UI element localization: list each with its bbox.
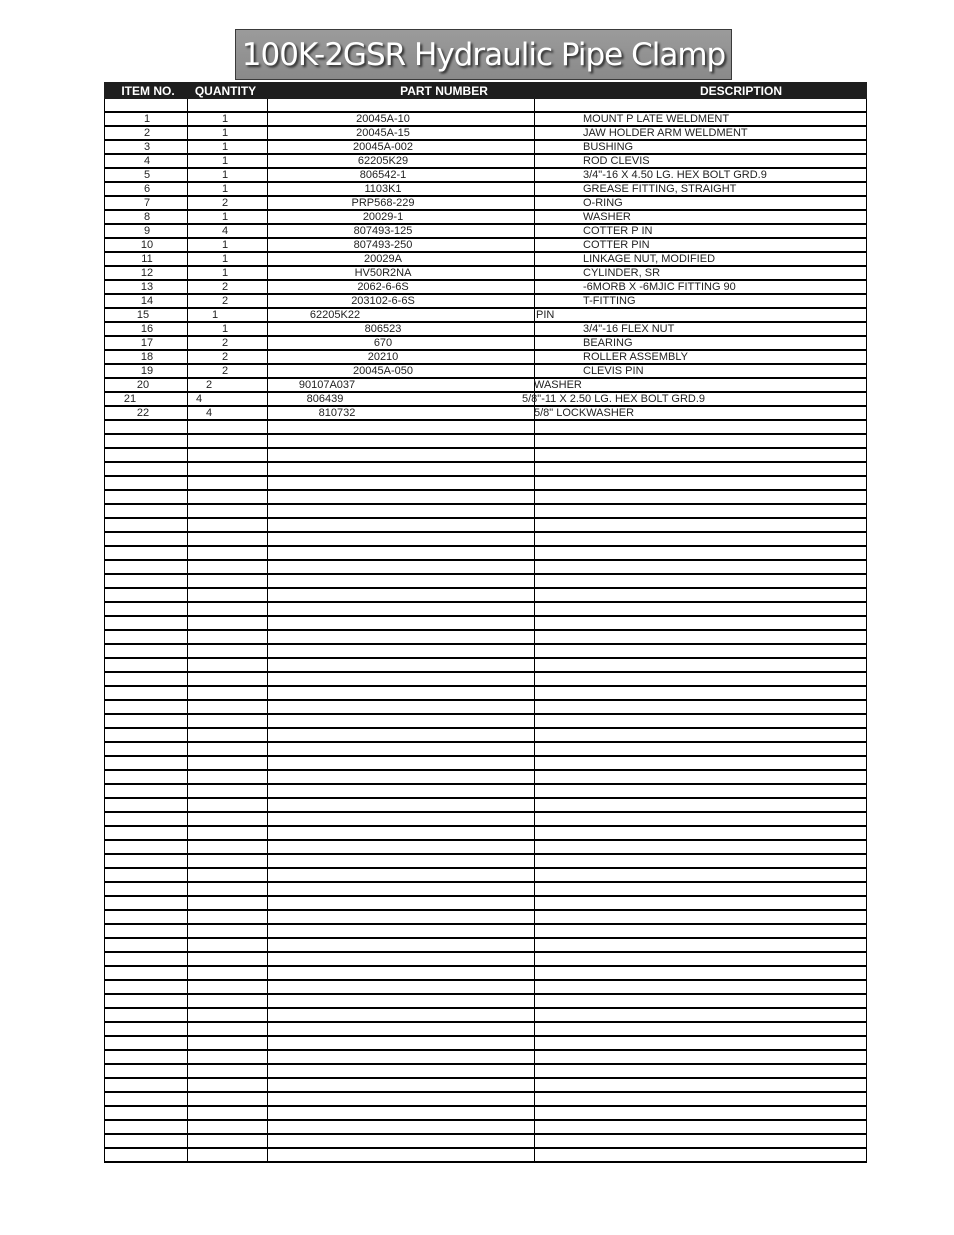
- description-cell: BEARING: [583, 337, 633, 349]
- description-cell: CYLINDER, SR: [583, 267, 661, 279]
- item-number-cell: 18: [140, 351, 154, 363]
- table-row: [105, 897, 866, 911]
- description-cell: CLEVIS PIN: [583, 365, 644, 377]
- table-row: [105, 421, 866, 435]
- part-number-cell: 807493-250: [353, 239, 413, 251]
- quantity-cell: 1: [211, 309, 219, 321]
- item-number-cell: 15: [136, 309, 150, 321]
- table-row: [105, 1009, 866, 1023]
- quantity-cell: 2: [221, 337, 229, 349]
- table-row: [105, 1121, 866, 1135]
- table-row: [105, 211, 866, 225]
- item-number-cell: 22: [136, 407, 150, 419]
- item-number-cell: 11: [141, 253, 153, 265]
- description-cell: 5/8"-11 X 2.50 LG. HEX BOLT GRD.9: [522, 393, 706, 405]
- description-cell: WASHER: [534, 379, 582, 391]
- table-row: [105, 715, 866, 729]
- table-row: [105, 449, 866, 463]
- table-row: [105, 925, 866, 939]
- quantity-cell: 1: [221, 113, 229, 125]
- table-row: [105, 883, 866, 897]
- table-row: [105, 225, 866, 239]
- part-number-cell: PRP568-229: [351, 197, 415, 209]
- description-cell: ROD CLEVIS: [583, 155, 650, 167]
- table-row: [105, 855, 866, 869]
- item-number-cell: 4: [143, 155, 151, 167]
- item-number-cell: 3: [143, 141, 151, 153]
- quantity-cell: 1: [221, 127, 229, 139]
- table-row: [105, 407, 866, 421]
- table-row: [105, 477, 866, 491]
- part-number-cell: 20210: [367, 351, 399, 363]
- table-row: [105, 253, 866, 267]
- table-row: [105, 841, 866, 855]
- item-number-cell: 10: [140, 239, 154, 251]
- table-row: [105, 169, 866, 183]
- part-number-cell: 810732: [318, 407, 356, 419]
- description-cell: LINKAGE NUT, MODIFIED: [583, 253, 716, 265]
- quantity-cell: 2: [221, 351, 229, 363]
- table-row: [105, 547, 866, 561]
- description-cell: COTTER P IN: [583, 225, 653, 237]
- table-row: [105, 1023, 866, 1037]
- part-number-cell: 806542-1: [359, 169, 407, 181]
- description-cell: -6MORB X -6MJIC FITTING 90: [583, 281, 736, 293]
- quantity-cell: 1: [221, 323, 229, 335]
- part-number-cell: 20045A-10: [356, 113, 410, 125]
- item-number-cell: 20: [136, 379, 150, 391]
- table-row: [105, 127, 866, 141]
- part-number-cell: 62205K22: [309, 309, 361, 321]
- quantity-cell: 4: [195, 393, 203, 405]
- quantity-cell: 1: [221, 267, 229, 279]
- table-row: [105, 561, 866, 575]
- table-row: [105, 351, 866, 365]
- header-item-no: ITEM NO.: [121, 84, 175, 98]
- title-banner: [235, 29, 732, 80]
- table-row: [105, 757, 866, 771]
- quantity-cell: 1: [221, 169, 229, 181]
- table-row: [105, 1107, 866, 1121]
- table-row: [105, 771, 866, 785]
- table-row: [105, 393, 866, 407]
- quantity-cell: 4: [221, 225, 229, 237]
- table-row: [105, 435, 866, 449]
- description-cell: BUSHING: [583, 141, 634, 153]
- quantity-cell: 1: [221, 239, 229, 251]
- item-number-cell: 7: [143, 197, 151, 209]
- quantity-cell: 1: [221, 253, 229, 265]
- part-number-cell: 203102-6-6S: [351, 295, 415, 307]
- item-number-cell: 5: [143, 169, 151, 181]
- part-number-cell: 807493-125: [353, 225, 413, 237]
- part-number-cell: 20029-1: [362, 211, 404, 223]
- part-number-cell: 1103K1: [364, 183, 402, 195]
- table-row: [105, 505, 866, 519]
- table-row: [105, 239, 866, 253]
- table-row: [105, 617, 866, 631]
- table-row: [105, 1149, 866, 1163]
- table-row: [105, 575, 866, 589]
- table-row: [105, 379, 866, 393]
- table-row: [105, 953, 866, 967]
- item-number-cell: 6: [143, 183, 151, 195]
- header-part-number: PART NUMBER: [400, 84, 488, 98]
- item-number-cell: 19: [140, 365, 154, 377]
- table-row: [105, 267, 866, 281]
- table-row: [105, 981, 866, 995]
- table-row: [105, 337, 866, 351]
- description-cell: PIN: [536, 309, 555, 321]
- table-row: [105, 673, 866, 687]
- description-cell: T-FITTING: [583, 295, 636, 307]
- description-cell: COTTER PIN: [583, 239, 650, 251]
- quantity-cell: 4: [205, 407, 213, 419]
- table-row: [105, 1065, 866, 1079]
- table-row: [105, 687, 866, 701]
- table-row: [105, 869, 866, 883]
- table-row: [105, 1135, 866, 1149]
- table-row: [105, 1051, 866, 1065]
- part-number-cell: HV50R2NA: [354, 267, 412, 279]
- table-row: [105, 491, 866, 505]
- table-row: [105, 659, 866, 673]
- quantity-cell: 1: [221, 183, 229, 195]
- description-cell: 3/4"-16 FLEX NUT: [583, 323, 675, 335]
- item-number-cell: 16: [140, 323, 154, 335]
- table-row: [105, 701, 866, 715]
- table-row: [105, 197, 866, 211]
- table-row: [105, 113, 866, 127]
- quantity-cell: 2: [221, 197, 229, 209]
- table-row: [105, 99, 866, 113]
- table-row: [105, 967, 866, 981]
- table-row: [105, 323, 866, 337]
- table-row: [105, 589, 866, 603]
- part-number-cell: 90107A037: [298, 379, 356, 391]
- item-number-cell: 21: [123, 393, 137, 405]
- item-number-cell: 1: [143, 113, 151, 125]
- part-number-cell: 62205K29: [357, 155, 409, 167]
- table-row: [105, 939, 866, 953]
- quantity-cell: 2: [221, 365, 229, 377]
- table-row: [105, 295, 866, 309]
- item-number-cell: 13: [140, 281, 154, 293]
- table-row: [105, 1079, 866, 1093]
- item-number-cell: 2: [143, 127, 151, 139]
- part-number-cell: 806439: [306, 393, 344, 405]
- header-description: DESCRIPTION: [699, 84, 782, 98]
- table-row: [105, 155, 866, 169]
- table-row: [105, 799, 866, 813]
- quantity-cell: 1: [221, 211, 229, 223]
- description-cell: GREASE FITTING, STRAIGHT: [583, 183, 737, 195]
- description-cell: JAW HOLDER ARM WELDMENT: [583, 127, 748, 139]
- table-body: [104, 99, 867, 1163]
- item-number-cell: 14: [140, 295, 154, 307]
- part-number-cell: 806523: [364, 323, 402, 335]
- part-number-cell: 20045A-002: [353, 141, 413, 153]
- table-row: [105, 1093, 866, 1107]
- table-row: [105, 743, 866, 757]
- part-number-cell: 20045A-050: [353, 365, 413, 377]
- part-number-cell: 20029A: [364, 253, 402, 265]
- header-quantity: QUANTITY: [194, 84, 257, 98]
- table-row: [105, 995, 866, 1009]
- table-row: [105, 519, 866, 533]
- table-row: [105, 463, 866, 477]
- bill-of-materials-table: [104, 82, 867, 1163]
- description-cell: 5/8" LOCKWASHER: [534, 407, 635, 419]
- table-row: [105, 183, 866, 197]
- quantity-cell: 1: [221, 155, 229, 167]
- table-row: [105, 911, 866, 925]
- table-row: [105, 281, 866, 295]
- table-row: [105, 309, 866, 323]
- table-row: [105, 365, 866, 379]
- quantity-cell: 2: [205, 379, 213, 391]
- description-cell: MOUNT P LATE WELDMENT: [583, 113, 730, 125]
- table-row: [105, 645, 866, 659]
- page-title: 100K-2GSR Hydraulic Pipe Clamp: [241, 36, 726, 73]
- table-row: [105, 141, 866, 155]
- description-cell: ROLLER ASSEMBLY: [583, 351, 688, 363]
- table-row: [105, 631, 866, 645]
- item-number-cell: 12: [140, 267, 154, 279]
- description-cell: WASHER: [583, 211, 631, 223]
- table-row: [105, 813, 866, 827]
- part-number-cell: 2062-6-6S: [357, 281, 409, 293]
- table-row: [105, 785, 866, 799]
- table-row: [105, 827, 866, 841]
- quantity-cell: 2: [221, 295, 229, 307]
- part-number-cell: 670: [373, 337, 393, 349]
- description-cell: 3/4"-16 X 4.50 LG. HEX BOLT GRD.9: [583, 169, 767, 181]
- table-row: [105, 533, 866, 547]
- quantity-cell: 2: [221, 281, 229, 293]
- item-number-cell: 9: [143, 225, 151, 237]
- table-row: [105, 1037, 866, 1051]
- item-number-cell: 8: [143, 211, 151, 223]
- quantity-cell: 1: [221, 141, 229, 153]
- description-cell: O-RING: [583, 197, 623, 209]
- table-row: [105, 603, 866, 617]
- part-number-cell: 20045A-15: [356, 127, 410, 139]
- item-number-cell: 17: [140, 337, 154, 349]
- table-header-row: [104, 82, 867, 99]
- table-row: [105, 729, 866, 743]
